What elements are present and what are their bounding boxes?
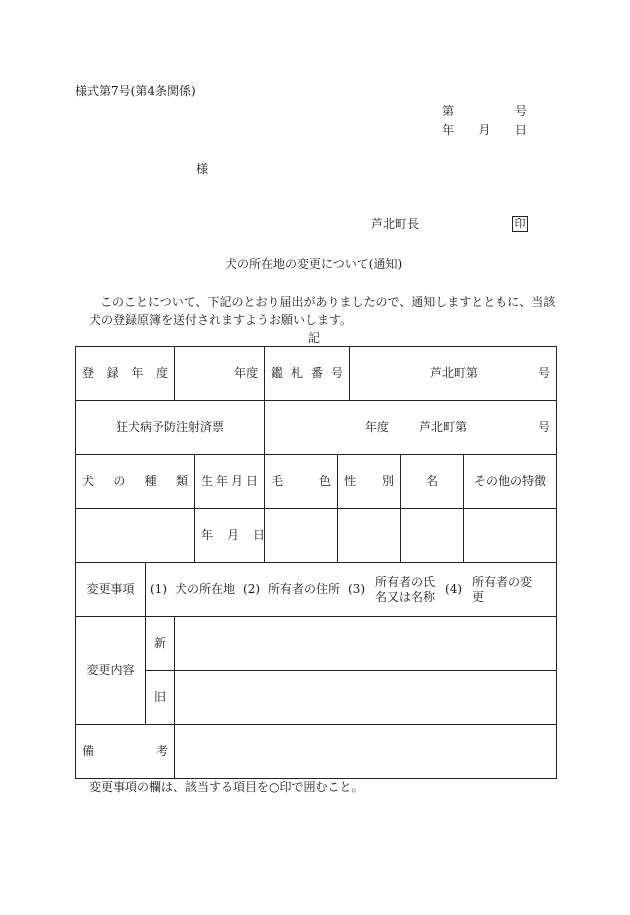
old-content-value: [175, 671, 557, 725]
tag-number-value: 芦北町第 号: [350, 347, 557, 401]
addressee-honorific: 様: [196, 162, 209, 176]
change-option-4[interactable]: (4) 所有者の変更: [445, 574, 533, 604]
breed-value: [76, 509, 195, 563]
rabies-tag-label: 狂犬病予防注射済票: [76, 401, 265, 455]
new-content-value: [175, 617, 557, 671]
other-features-label: その他の特徴: [464, 455, 557, 509]
change-item-options: [146, 563, 557, 617]
document-date: [442, 123, 527, 137]
rabies-tag-value: 年度 芦北町第 号: [265, 401, 557, 455]
date-year: 年: [442, 123, 455, 137]
sender-title: 芦北町長: [371, 217, 420, 231]
old-label: 旧: [146, 671, 175, 725]
body-text-line-2: 犬の登録原簿を送付されますようお願いします。: [89, 313, 353, 327]
ki-heading: 記: [308, 331, 321, 345]
change-item-label: 変更事項: [76, 563, 146, 617]
birth-date-label: 生 年 月 日: [195, 455, 265, 509]
remarks-value: [175, 725, 557, 779]
body-text-line-1: このことについて、下記のとおり届出がありましたので、通知しますとともに、当該: [100, 295, 556, 309]
registration-change-table: [75, 346, 557, 779]
footnote: 変更事項の欄は、該当する項目を○印で囲むこと。: [89, 780, 364, 794]
document-title: 犬の所在地の変更について(通知): [225, 257, 403, 271]
sex-label: 性 別: [338, 455, 401, 509]
change-option-1[interactable]: (1) 犬の所在地: [150, 582, 236, 596]
coat-color-value: [265, 509, 338, 563]
change-option-3[interactable]: (3) 所有者の氏名又は名称: [348, 574, 436, 604]
new-label: 新: [146, 617, 175, 671]
change-content-label: 変更内容: [76, 617, 146, 725]
change-option-2[interactable]: (2) 所有者の住所: [243, 582, 341, 596]
breed-label: 犬 の 種 類: [76, 455, 195, 509]
remarks-label: 備 考: [76, 725, 175, 779]
coat-color-label: 毛 色: [265, 455, 338, 509]
doc-no-prefix: 第: [442, 104, 455, 118]
registration-year-label: 登 録 年 度: [76, 347, 175, 401]
date-month: 月: [478, 123, 491, 137]
sex-value: [338, 509, 401, 563]
official-seal-mark: 印: [512, 216, 528, 232]
doc-no-suffix: 号: [514, 104, 527, 118]
birth-date-value: 年 月 日: [195, 509, 265, 563]
form-number: 様式第7号(第4条関係): [75, 84, 196, 98]
date-day: 日: [514, 123, 527, 137]
document-number: [442, 104, 527, 118]
name-label: 名: [401, 455, 464, 509]
tag-number-label: 鑑 札 番 号: [265, 347, 350, 401]
other-features-value: [464, 509, 557, 563]
registration-year-value: 年度: [175, 347, 265, 401]
name-value: [401, 509, 464, 563]
